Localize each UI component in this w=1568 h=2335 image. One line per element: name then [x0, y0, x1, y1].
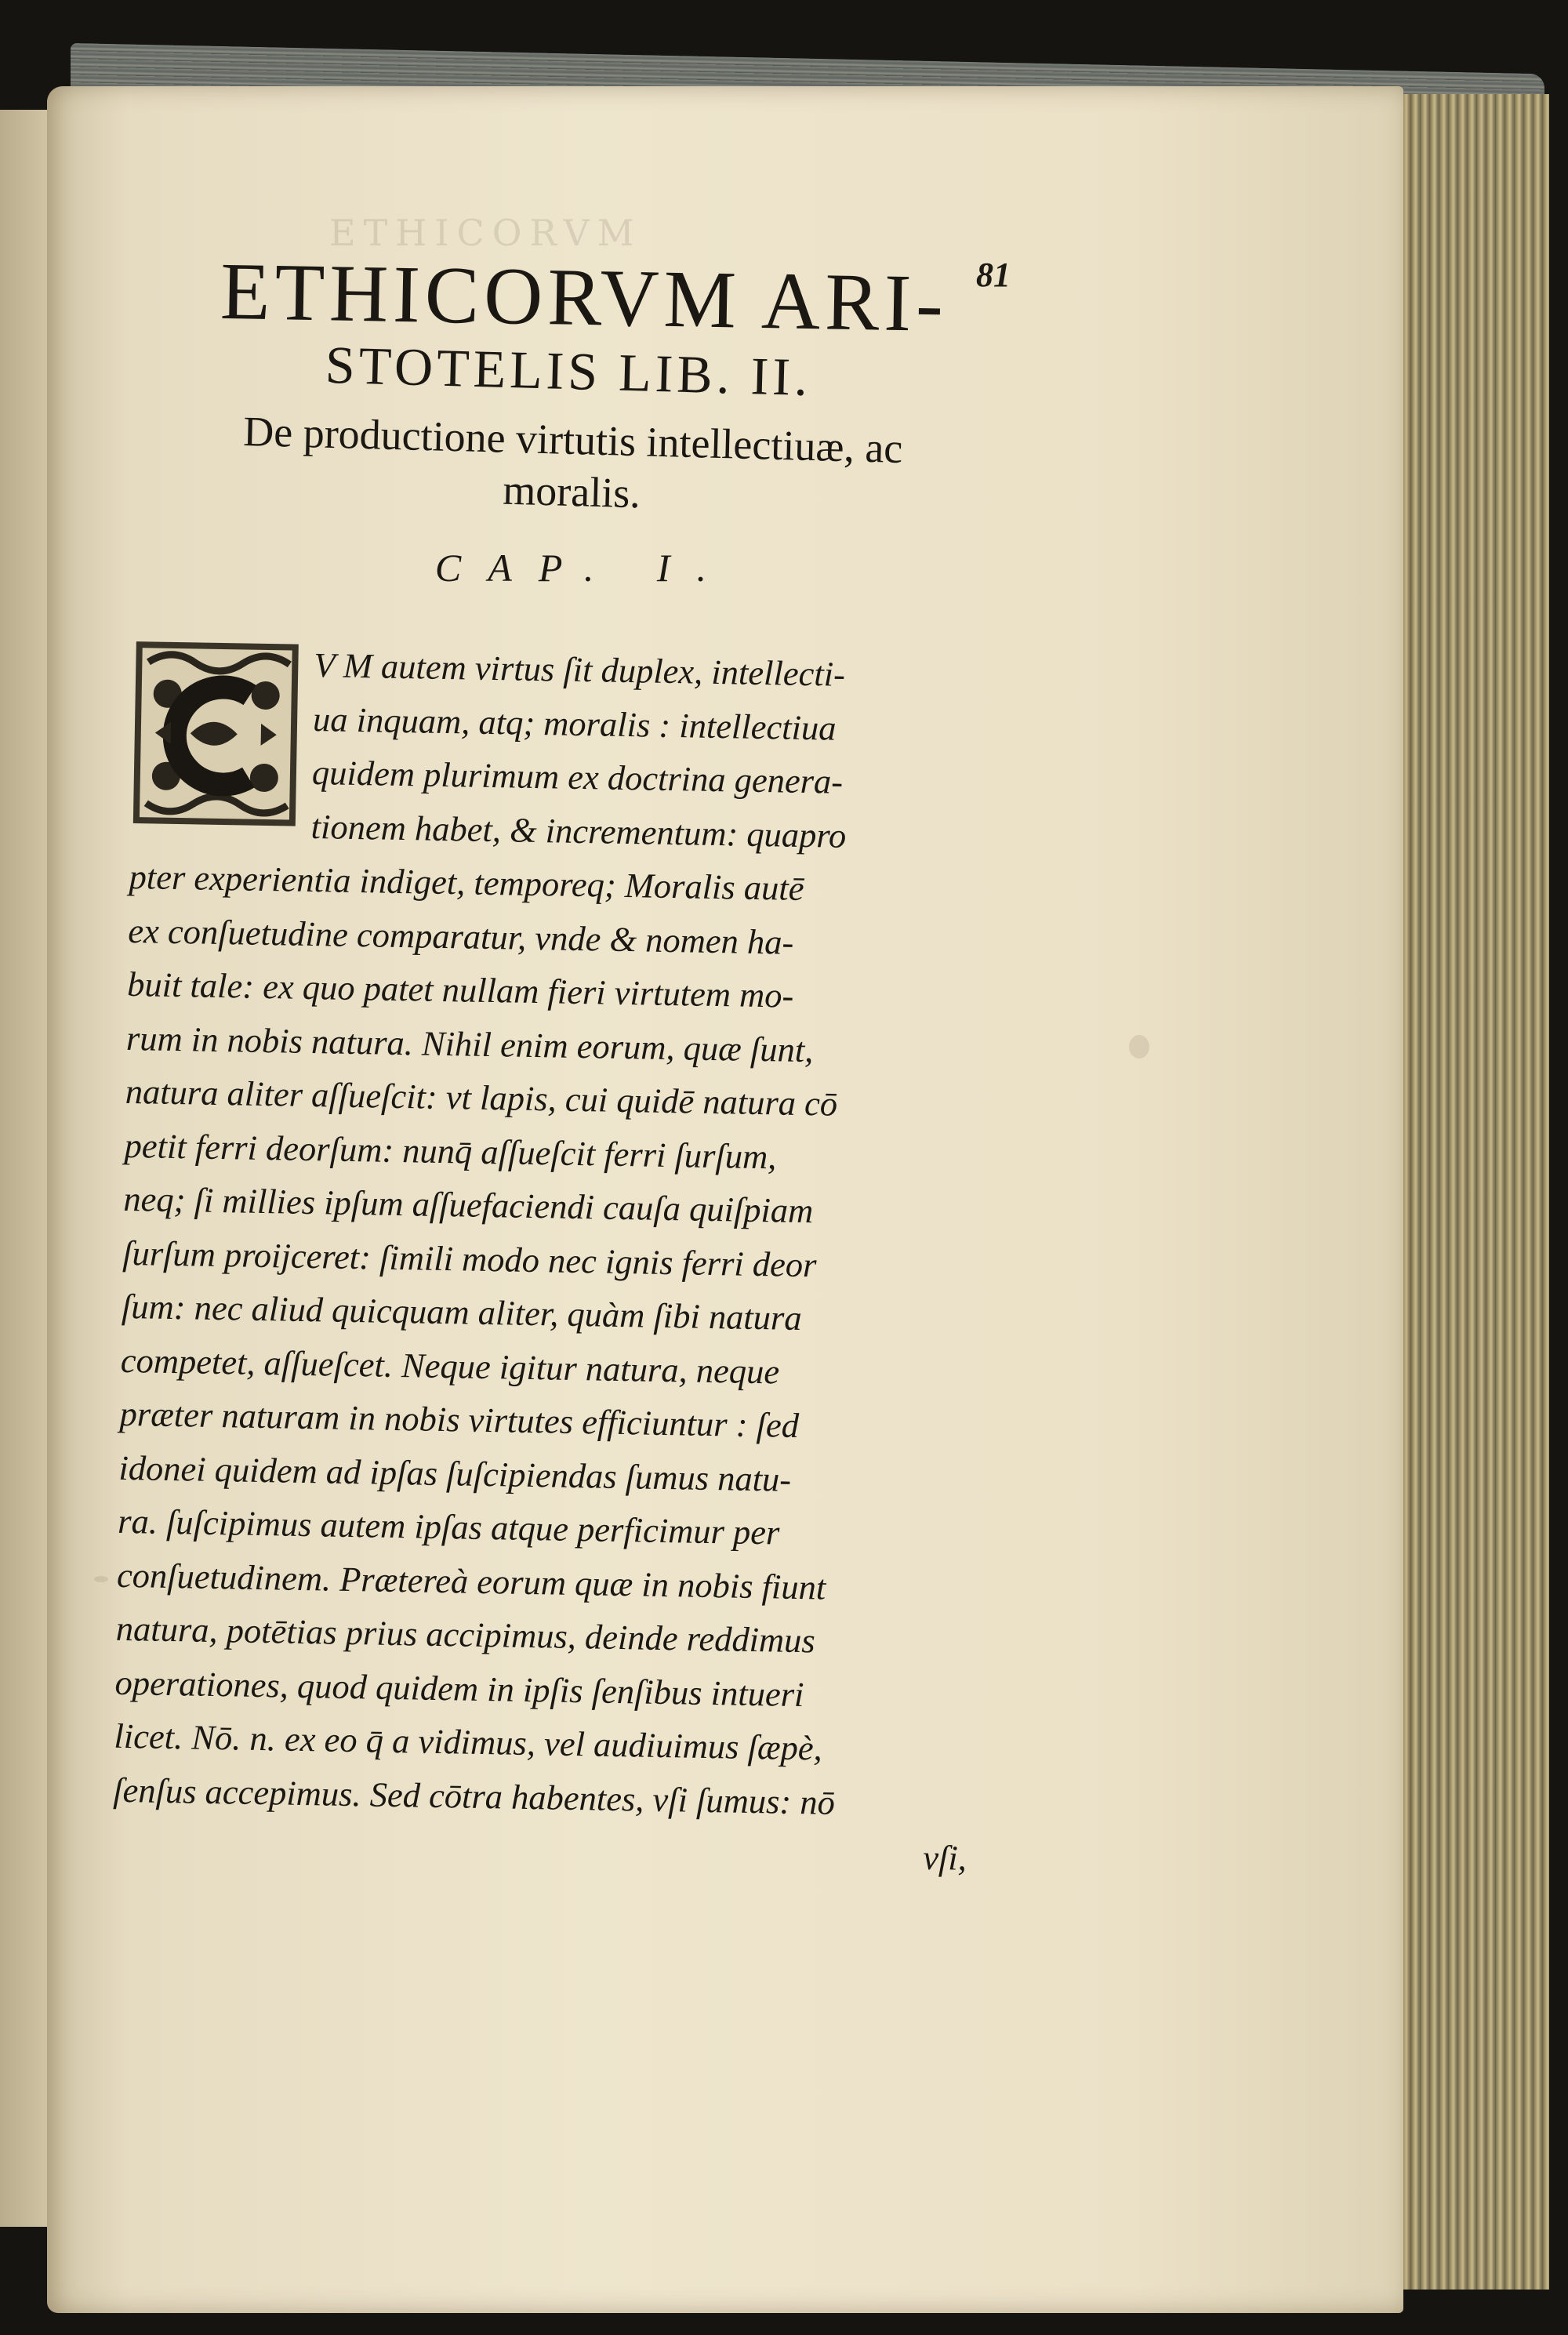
- body-line: pter experientia indiget, temporeq; Moralis autē: [129, 856, 804, 908]
- chapter-subtitle: De productione virtutis intellectiuæ, ac moralis.: [242, 408, 904, 517]
- body-line: quidem plurimum ex doctrina genera-: [311, 753, 844, 801]
- body-line: rum in nobis natura. Nihil enim eorum, quæ ſunt,: [125, 1018, 814, 1069]
- body-line: præter naturam in nobis virtutes efficiuntur : ſed: [119, 1393, 800, 1445]
- catchword: vſi,: [922, 1837, 967, 1878]
- body-line: ſum: nec aliud quicquam aliter, quàm ſibi natura: [121, 1286, 803, 1338]
- body-line: neq; ſi millies ipſum aſſuefaciendi cauſa quiſpiam: [123, 1178, 814, 1231]
- body-line: ſenſus accepimus. Sed cōtra habentes, vſi ſumus: nō: [112, 1770, 836, 1822]
- body-text: [112, 635, 1004, 1886]
- title-line-1: ETHICORVM ARI-: [220, 245, 949, 350]
- body-line: ra. ſuſcipimus autem ipſas atque perficimur per: [117, 1501, 780, 1552]
- body-line: buit tale: ex quo patet nullam fieri virtutem mo-: [126, 964, 794, 1015]
- decorated-initial: [130, 638, 302, 830]
- body-line: V M autem virtus ſit duplex, intellecti-: [313, 645, 846, 694]
- text-block: [112, 245, 1004, 1878]
- body-line: licet. Nō. n. ex eo q̄ a vidimus, vel audiuimus ſæpè,: [114, 1716, 823, 1768]
- body-line: ua inquam, atq; moralis : intellectiua: [312, 699, 837, 748]
- body-line: petit ferri deorſum: nunq̄ aſſueſcit ferri ſurſum,: [124, 1125, 777, 1176]
- body-line: idonei quidem ad ipſas ſuſcipiendas ſumus natu-: [118, 1447, 792, 1499]
- body-line: competet, aſſueſcet. Neque igitur natura, neque: [120, 1340, 780, 1392]
- body-line: natura aliter aſſueſcit: vt lapis, cui quidē natura cō: [125, 1071, 838, 1124]
- body-line: tionem habet, & incrementum: quapro: [310, 806, 847, 855]
- body-line: natura, potētias prius accipimus, deinde reddimus: [115, 1608, 816, 1661]
- body-line: ſurſum proijceret: ſimili modo nec ignis ferri deor: [122, 1233, 817, 1284]
- folio-number: 81: [976, 256, 1011, 294]
- page-fore-edge: [1388, 94, 1549, 2290]
- chapter-heading: CAP. I.: [434, 546, 734, 590]
- paper-spot: [1129, 1035, 1149, 1059]
- show-through-running-head: ETHICORVM: [329, 212, 642, 254]
- body-line: conſuetudinem. Prætereà eorum quæ in nobis fiunt: [116, 1555, 826, 1607]
- paper-spot: [94, 1576, 108, 1582]
- body-line: ex conſuetudine comparatur, vnde & nomen ha-: [127, 910, 794, 962]
- body-line: operationes, quod quidem in ipſis ſenſibus intueri: [114, 1662, 804, 1714]
- title-line-2: STOTELIS LIB. II.: [325, 334, 812, 408]
